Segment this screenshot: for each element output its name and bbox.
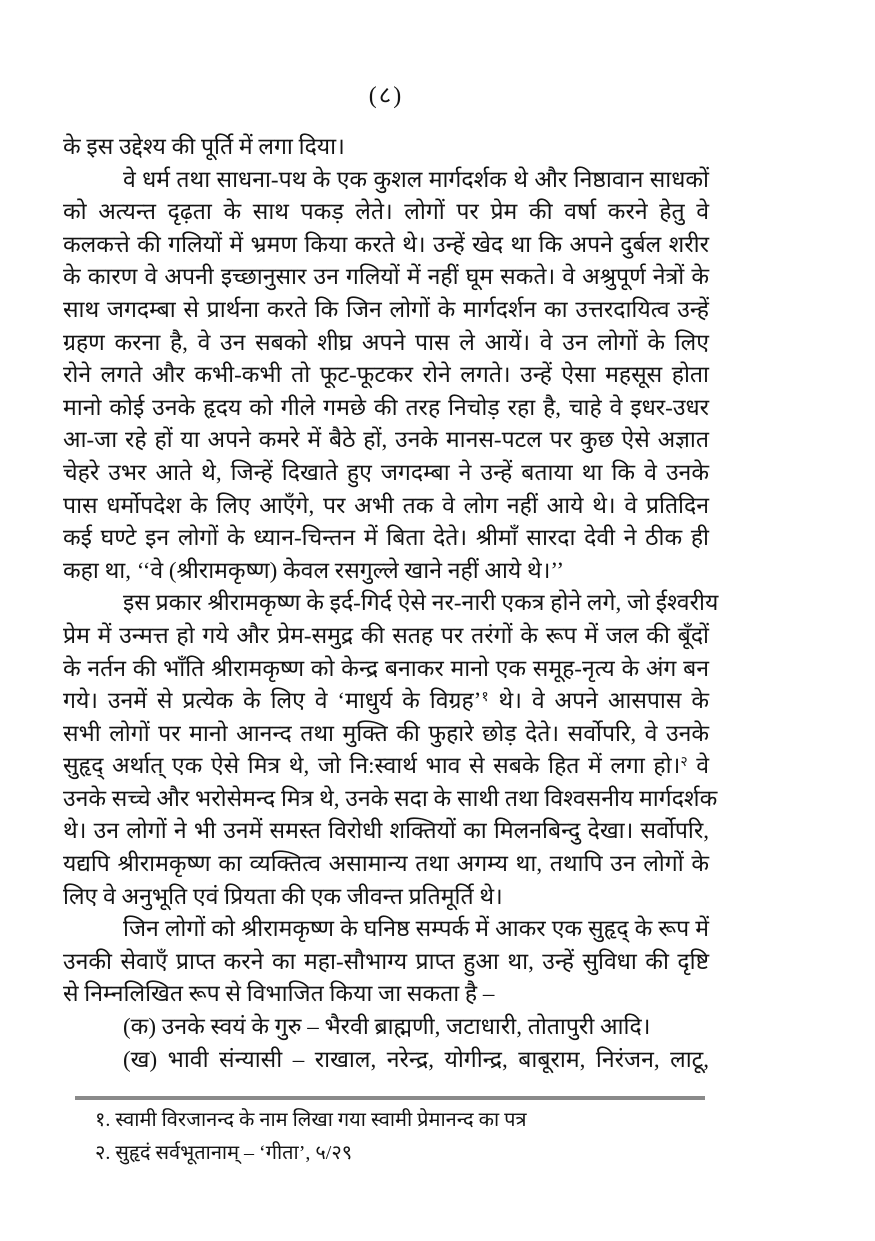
text-run: लिए वे अनुभूति एवं प्रियता की एक जीवन्त प्रतिमूर्ति थे। <box>63 883 503 909</box>
text-line <box>63 718 709 751</box>
body-text <box>63 131 719 1076</box>
text-line <box>63 815 709 848</box>
text-run: जिन लोगों को श्रीरामकृष्ण के घनिष्ठ सम्पर्क में आकर एक सुहृद् के रूप में <box>123 916 709 942</box>
text-line <box>63 229 709 262</box>
text-run: गये। उनमें से प्रत्येक के लिए वे ‘माधुर्य के विग्रह’ <box>63 688 482 714</box>
text-line <box>63 522 709 555</box>
text-run: वे धर्म तथा साधना-पथ के एक कुशल मार्गदर्शक थे और निष्ठावान साधकों <box>123 166 709 192</box>
text-run: उनके सच्चे और भरोसेमन्द मित्र थे, उनके सदा के साथी तथा विश्वसनीय मार्गदर्शक <box>63 785 718 811</box>
text-run: प्रेम में उन्मत्त हो गये और प्रेम-समुद्र की सतह पर तरंगों के रूप में जल की बूँदों <box>63 622 709 648</box>
text-run: उनकी सेवाएँ प्राप्त करने का महा-सौभाग्य प्राप्त हुआ था, उन्हें सुविधा की दृष्टि <box>63 948 709 974</box>
text-run: के नर्तन की भाँति श्रीरामकृष्ण को केन्द्र बनाकर मानो एक समूह-नृत्य के अंग बन <box>63 655 709 681</box>
text-line <box>63 685 709 718</box>
text-run: (क) उनके स्वयं के गुरु – भैरवी ब्राह्मणी, जटाधारी, तोतापुरी आदि। <box>123 1014 651 1040</box>
text-run: इस प्रकार श्रीरामकृष्ण के इर्द-गिर्द ऐसे नर-नारी एकत्र होने लगे, जो ईश्वरीय <box>123 590 719 616</box>
text-line <box>63 783 718 816</box>
text-run: चेहरे उभर आते थे, जिन्हें दिखाते हुए जगदम्बा ने उन्हें बताया था कि वे उनके <box>63 459 709 485</box>
text-run: साथ जगदम्बा से प्रार्थना करते कि जिन लोगों के मार्गदर्शन का उत्तरदायित्व उन्हें <box>63 296 709 322</box>
text-line <box>63 978 709 1011</box>
text-line <box>63 131 709 164</box>
text-line <box>63 881 709 914</box>
text-run: थे। उन लोगों ने भी उनमें समस्त विरोधी शक्तियों का मिलनबिन्दु देखा। सर्वोपरि, <box>63 818 709 844</box>
footnote: १. स्वामी विरजानन्द के नाम लिखा गया स्वामी प्रेमानन्द का पत्र <box>95 1109 527 1131</box>
text-run: आ-जा रहे हों या अपने कमरे में बैठे हों, उनके मानस-पटल पर कुछ ऐसे अज्ञात <box>63 427 709 453</box>
text-line <box>63 653 709 686</box>
text-line <box>63 164 709 197</box>
footnote-ref: २ <box>680 755 688 771</box>
footnote: २. सुहृदं सर्वभूतानाम् – ‘गीता’, ५/२९ <box>95 1141 353 1164</box>
text-run: कहा था, ‘‘वे (श्रीरामकृष्ण) केवल रसगुल्ले खाने नहीं आये थे।’’ <box>63 557 565 583</box>
text-line <box>63 196 709 229</box>
text-line <box>63 359 709 392</box>
text-line <box>63 261 709 294</box>
text-line <box>63 1044 709 1077</box>
text-run: के कारण वे अपनी इच्छानुसार उन गलियों में नहीं घूम सकते। वे अश्रुपूर्ण नेत्रों के <box>63 264 709 290</box>
text-run: वे <box>687 753 709 779</box>
text-line <box>63 587 719 620</box>
text-run: से निम्नलिखित रूप से विभाजित किया जा सकता है – <box>63 981 495 1007</box>
text-line <box>63 620 709 653</box>
text-line <box>63 490 709 523</box>
footnote-ref: १ <box>481 690 489 706</box>
text-line <box>63 750 709 783</box>
text-run: ग्रहण करना है, वे उन सबको शीघ्र अपने पास ले आयें। वे उन लोगों के लिए <box>63 329 709 355</box>
page-number: (८) <box>368 83 404 109</box>
footnote-divider <box>75 1096 705 1100</box>
text-run: कई घण्टे इन लोगों के ध्यान-चिन्तन में बिता देते। श्रीमाँ सारदा देवी ने ठीक ही <box>63 525 709 551</box>
text-run: सभी लोगों पर मानो आनन्द तथा मुक्ति की फुहारे छोड़ देते। सर्वोपरि, वे उनके <box>63 720 709 746</box>
text-run: के इस उद्देश्य की पूर्ति में लगा दिया। <box>63 134 345 159</box>
text-line <box>63 424 709 457</box>
text-run: पास धर्मोपदेश के लिए आएँगे, पर अभी तक वे लोग नहीं आये थे। वे प्रतिदिन <box>63 492 709 518</box>
text-line <box>63 327 709 360</box>
text-line <box>63 555 709 588</box>
footnotes <box>95 1104 709 1169</box>
text-run: कलकत्ते की गलियों में भ्रमण किया करते थे। उन्हें खेद था कि अपने दुर्बल शरीर <box>63 231 709 257</box>
text-run: थे। वे अपने आसपास के <box>488 688 709 714</box>
text-line <box>63 913 709 946</box>
text-run: रोने लगते और कभी-कभी तो फूट-फूटकर रोने लगते। उन्हें ऐसा महसूस होता <box>63 362 709 388</box>
text-line <box>63 392 709 425</box>
text-line <box>63 457 709 490</box>
text-run: को अत्यन्त दृढ़ता के साथ पकड़ लेते। लोगों पर प्रेम की वर्षा करने हेतु वे <box>63 199 709 225</box>
text-line <box>63 946 709 979</box>
text-line <box>63 294 709 327</box>
text-line <box>63 848 709 881</box>
text-run: यद्यपि श्रीरामकृष्ण का व्यक्तित्व असामान्य तथा अगम्य था, तथापि उन लोगों के <box>63 851 709 877</box>
text-line <box>63 1011 709 1044</box>
text-run: (ख) भावी संन्यासी – राखाल, नरेन्द्र, योगीन्द्र, बाबूराम, निरंजन, लाटू, <box>123 1046 709 1072</box>
text-run: सुहृद् अर्थात् एक ऐसे मित्र थे, जो नि:स्वार्थ भाव से सबके हित में लगा हो। <box>63 753 681 779</box>
text-run: मानो कोई उनके हृदय को गीले गमछे की तरह निचोड़ रहा है, चाहे वे इधर-उधर <box>63 394 709 420</box>
